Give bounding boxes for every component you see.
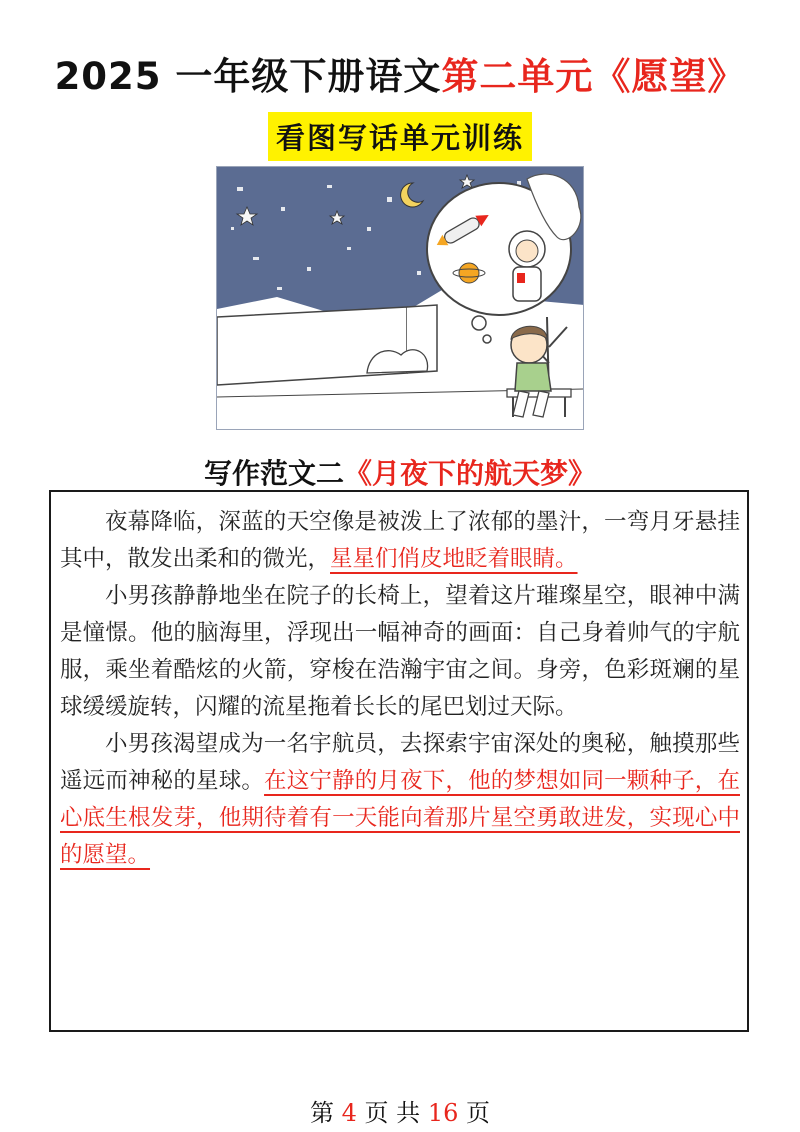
subtitle-wrap — [0, 112, 800, 161]
page-title — [0, 46, 800, 100]
essay-title-label: 写作范文二 — [203, 457, 344, 490]
essay-paragraph-2 — [60, 578, 740, 726]
p2-text: 小男孩静静地坐在院子的长椅上，望着这片璀璨星空，眼神中满是憧憬。他的脑海里，浮现出一幅神奇的画面：自己身着帅气的宇航服，乘坐着酷炫的火箭，穿梭在浩瀚宇宙之间。身旁，色彩斑斓的星球缓缓旋转，闪耀的流星拖着长长的尾巴划过天际。 — [60, 583, 740, 720]
p3-highlight: 在这宁静的月夜下，他的梦想如同一颗种子，在心底生根发芽，他期待着有一天能向着那片星空勇敢进发，实现心中的愿望。 — [60, 768, 740, 868]
footer-suffix: 页 — [466, 1099, 491, 1127]
p1-highlight: 星星们俏皮地眨着眼睛。 — [330, 546, 578, 572]
title-main: 2025 一年级下册语文 — [54, 55, 442, 98]
p1-text: 夜幕降临，深蓝的天空像是被泼上了浓郁的墨汁，一弯月牙悬挂其中，散发出柔和的微光， — [60, 509, 740, 572]
illustration-image — [216, 166, 584, 430]
essay-paragraph-3 — [60, 726, 740, 874]
subtitle-badge: 看图写话单元训练 — [268, 112, 532, 161]
essay-paragraph-1 — [60, 504, 740, 578]
essay-body — [60, 504, 740, 874]
p3-text: 小男孩渴望成为一名宇航员，去探索宇宙深处的奥秘，触摸那些遥远而神秘的星球。 — [60, 731, 740, 794]
title-unit: 第二单元《愿望》 — [441, 55, 746, 98]
footer-prefix: 第 — [309, 1099, 334, 1127]
current-page-number: 4 — [341, 1099, 357, 1127]
footer-middle: 页 共 — [364, 1099, 421, 1127]
essay-title-name: 《月夜下的航天梦》 — [344, 457, 597, 490]
total-pages-number: 16 — [427, 1099, 459, 1127]
page-footer — [0, 1093, 800, 1128]
boy-dreaming-astronaut-icon — [217, 167, 584, 430]
essay-title — [0, 452, 800, 492]
